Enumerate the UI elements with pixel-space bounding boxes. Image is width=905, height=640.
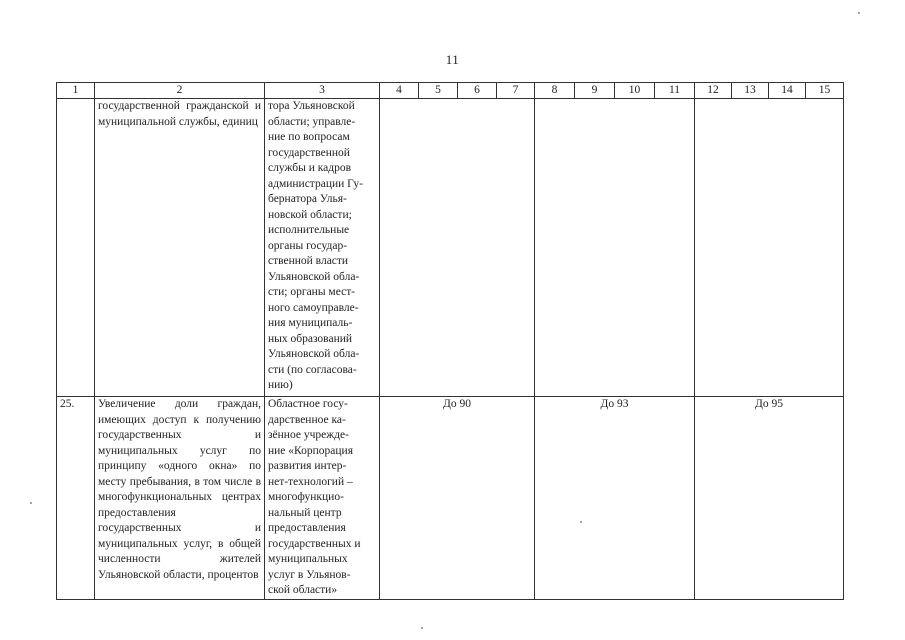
header-cell: 6	[458, 83, 497, 99]
scan-speck	[30, 502, 32, 504]
row-number-cell: 25.	[57, 397, 95, 600]
header-cell: 8	[535, 83, 575, 99]
indicator-cell: Увеличение доли граждан, имеющих доступ к получению государственных и муниципальных услуг по принципу «одного окна» по месту пребывания, в том числе в многофункциональных центрах предоставления государственных и муниципальных услуг, в общей численности жителей Ульяновской области, процентов	[95, 397, 265, 600]
header-cell: 4	[380, 83, 419, 99]
value-group-cell-1: До 90	[380, 397, 535, 600]
value-group-cell-2	[535, 99, 695, 397]
header-cell: 3	[265, 83, 380, 99]
header-cell: 12	[695, 83, 732, 99]
column-number-header-row	[57, 83, 844, 99]
header-cell: 11	[655, 83, 695, 99]
value-group-cell-3	[695, 99, 844, 397]
page-number: 11	[445, 52, 460, 67]
value-group-cell-1	[380, 99, 535, 397]
header-cell: 7	[497, 83, 535, 99]
scan-speck	[421, 627, 423, 629]
header-cell: 14	[769, 83, 806, 99]
scan-speck	[858, 12, 860, 14]
header-cell: 1	[57, 83, 95, 99]
value-group-cell-3: До 95	[695, 397, 844, 600]
table-row-continuation	[57, 99, 844, 397]
header-cell: 9	[575, 83, 615, 99]
indicators-table	[56, 82, 844, 600]
scan-speck	[580, 521, 582, 523]
indicator-cell: государственной гражданской и муниципальной службы, единиц	[95, 99, 265, 397]
header-cell: 2	[95, 83, 265, 99]
header-cell: 15	[806, 83, 844, 99]
responsible-cell: тора Ульяновской области; управле- ние по вопросам государственной службы и кадров администрации Гу- бернатора Улья- новской области; исполнительные органы государ- ственной власти Ульяновской обла- сти; органы мест- ного самоуправле- ния муниципаль- ных образований Ульяновской обла- сти (по согласова- нию)	[265, 99, 380, 397]
header-cell: 5	[419, 83, 458, 99]
row-number-cell	[57, 99, 95, 397]
value-group-cell-2: До 93	[535, 397, 695, 600]
header-cell: 13	[732, 83, 769, 99]
responsible-cell: Областное госу- дарственное ка- зённое учрежде- ние «Корпорация развития интер- нет-технологий – многофункцио- нальный центр предоставления государственных и муниципальных услуг в Ульянов- ской области»	[265, 397, 380, 600]
table-row-25	[57, 397, 844, 600]
header-cell: 10	[615, 83, 655, 99]
